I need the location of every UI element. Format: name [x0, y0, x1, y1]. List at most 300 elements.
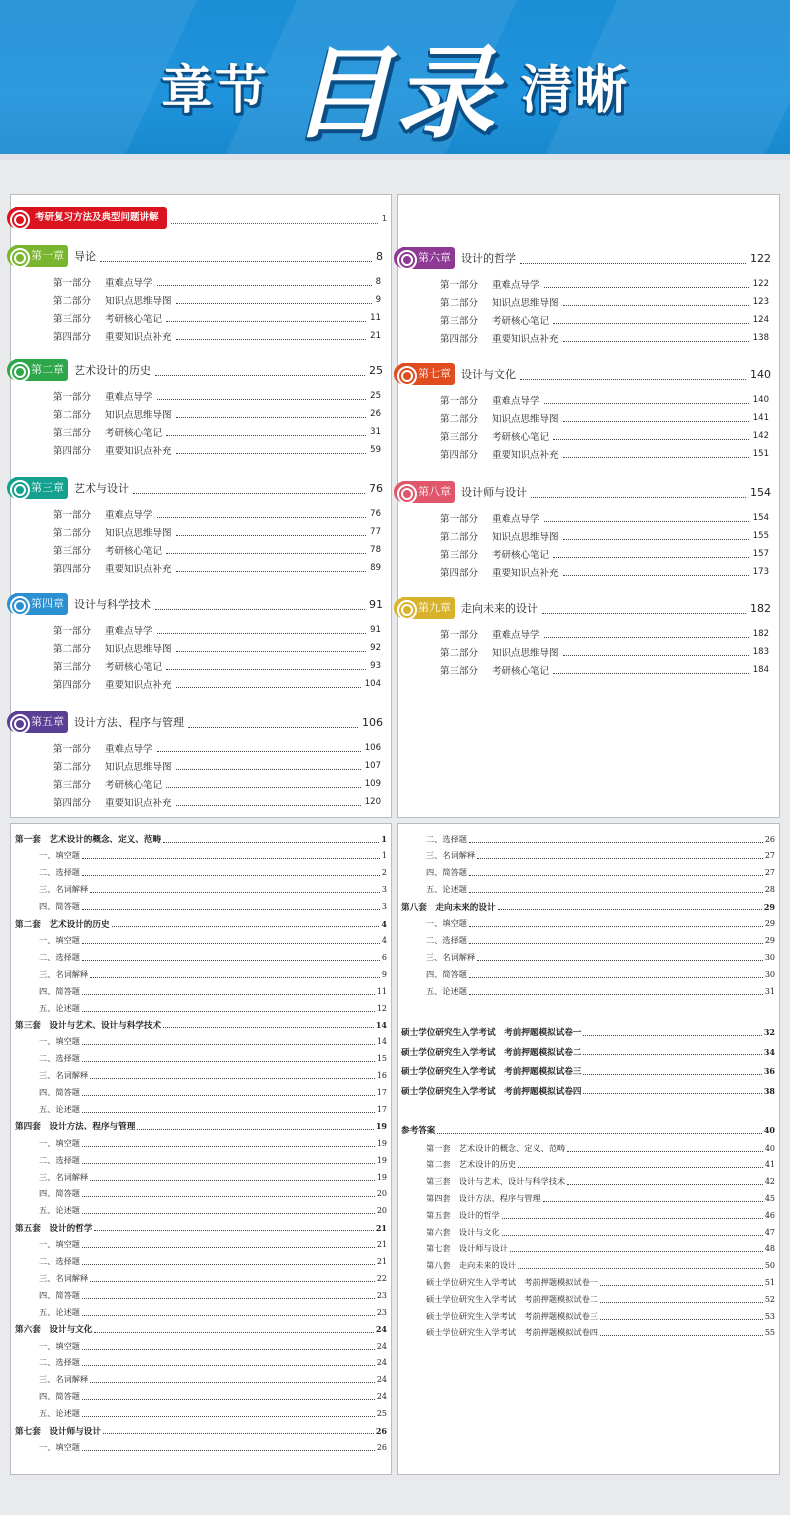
answer-item[interactable]: [426, 1159, 775, 1171]
chapter-heading[interactable]: [402, 363, 771, 385]
section-row[interactable]: [53, 407, 381, 421]
section-part: 第四部分: [440, 334, 479, 345]
chapter-heading[interactable]: [15, 593, 383, 615]
item-page: 25: [376, 1409, 387, 1419]
section-row[interactable]: [53, 525, 381, 539]
item-label: 参考答案: [401, 1126, 436, 1136]
dot-leader: [176, 528, 367, 536]
list-item[interactable]: [426, 884, 775, 896]
set-heading[interactable]: [15, 1120, 387, 1132]
section-name: 重难点导学: [105, 392, 153, 403]
section-row[interactable]: [440, 313, 769, 327]
list-item[interactable]: [39, 934, 387, 946]
section-name: 重要知识点补充: [105, 680, 172, 691]
dot-leader: [543, 1195, 763, 1202]
item-page: 23: [376, 1307, 387, 1317]
section-row[interactable]: [440, 331, 769, 345]
list-item[interactable]: [39, 1391, 387, 1403]
item-label: 硕士学位研究生入学考试 考前押题模拟试卷二: [401, 1047, 582, 1058]
dot-leader: [176, 762, 361, 770]
section-name: 知识点思维导图: [105, 410, 172, 421]
answer-item[interactable]: [426, 1276, 775, 1288]
banner-title: [0, 30, 790, 152]
dot-leader: [567, 1178, 763, 1185]
section-row[interactable]: [53, 443, 381, 457]
list-item[interactable]: [39, 1171, 387, 1183]
set-heading[interactable]: [15, 1019, 387, 1031]
chapter-tag: [15, 359, 68, 381]
item-page: 41: [764, 1160, 775, 1170]
list-item[interactable]: [39, 867, 387, 879]
dot-leader: [600, 1313, 763, 1320]
list-item[interactable]: [39, 1289, 387, 1301]
chapter-title: 设计方法、程序与管理: [74, 716, 184, 729]
chapter-page: 91: [369, 597, 383, 611]
section-part: 第四部分: [53, 680, 92, 691]
item-label: 四、简答题: [426, 968, 467, 979]
chapter-heading[interactable]: [402, 597, 771, 619]
section-row[interactable]: [53, 659, 381, 673]
section-part: 第三部分: [440, 666, 479, 677]
section-name: 重要知识点补充: [105, 564, 172, 575]
ring-icon: [7, 359, 29, 381]
section-row[interactable]: [53, 389, 381, 403]
list-item[interactable]: [39, 968, 387, 980]
section-name: 考研核心笔记: [492, 666, 550, 677]
item-page: 6: [381, 952, 387, 962]
list-item[interactable]: [39, 1306, 387, 1318]
dot-leader: [157, 392, 367, 400]
dot-leader: [553, 432, 749, 440]
section-name: 考研核心笔记: [105, 780, 163, 791]
item-page: 22: [376, 1273, 387, 1283]
section-name: 重难点导学: [492, 280, 540, 291]
set-heading[interactable]: [15, 1425, 387, 1437]
chapter-page: 182: [750, 601, 771, 615]
chapters-panel-left: [10, 194, 392, 818]
chapter-tag: [15, 593, 68, 615]
dot-leader: [176, 296, 372, 304]
dot-leader: [583, 1068, 761, 1075]
chapter-tag: [402, 247, 455, 269]
answer-item[interactable]: [426, 1327, 775, 1339]
list-item[interactable]: [39, 1036, 387, 1048]
dot-leader: [90, 886, 380, 893]
set-heading[interactable]: [15, 1222, 387, 1234]
item-page: 51: [764, 1277, 775, 1287]
dot-leader: [469, 937, 763, 944]
section-row[interactable]: [440, 529, 769, 543]
section-row[interactable]: [440, 411, 769, 425]
list-item[interactable]: [39, 1188, 387, 1200]
chapter-page: 25: [369, 363, 383, 377]
list-item[interactable]: [426, 867, 775, 879]
section-row[interactable]: [53, 425, 381, 439]
list-item[interactable]: [39, 884, 387, 896]
section-row[interactable]: [440, 547, 769, 561]
section-part: 第二部分: [53, 528, 92, 539]
chapter-number: 第四章: [31, 597, 64, 610]
item-label: 第六套 设计与文化: [426, 1226, 500, 1237]
dot-leader: [90, 1072, 375, 1079]
item-label: 三、名词解释: [39, 1171, 89, 1182]
chapter-heading[interactable]: [15, 711, 383, 733]
section-name: 重难点导学: [105, 278, 153, 289]
section-row[interactable]: [53, 561, 381, 575]
chapter-number: 第一章: [31, 249, 64, 262]
item-page: 1: [381, 851, 387, 861]
list-item[interactable]: [426, 985, 775, 997]
item-label: 硕士学位研究生入学考试 考前押题模拟试卷四: [426, 1327, 598, 1338]
list-item[interactable]: [426, 968, 775, 980]
section-row[interactable]: [53, 543, 381, 557]
item-label: 四、简答题: [39, 1289, 80, 1300]
section-page: 104: [364, 679, 381, 689]
ring-icon: [7, 477, 29, 499]
dot-leader: [469, 920, 763, 927]
dot-leader: [82, 1343, 375, 1350]
section-row[interactable]: [53, 329, 381, 343]
intro-tag: [15, 207, 167, 229]
list-item[interactable]: [39, 1374, 387, 1386]
section-part: 第二部分: [440, 532, 479, 543]
section-page: 157: [752, 549, 769, 559]
list-item[interactable]: [39, 1205, 387, 1217]
section-page: 8: [375, 277, 381, 287]
item-page: 15: [376, 1054, 387, 1064]
mock-exam-item[interactable]: [401, 1026, 775, 1038]
dot-leader: [600, 1296, 763, 1303]
section-name: 重要知识点补充: [105, 798, 172, 809]
section-row[interactable]: [53, 507, 381, 521]
item-page: 26: [764, 834, 775, 844]
chapter-heading[interactable]: [402, 481, 771, 503]
item-page: 2: [381, 868, 387, 878]
dot-leader: [82, 1241, 375, 1248]
list-item[interactable]: [39, 1256, 387, 1268]
dot-leader: [166, 780, 361, 788]
dot-leader: [90, 971, 380, 978]
set-heading[interactable]: [401, 901, 775, 913]
section-part: 第一部分: [440, 280, 479, 291]
dot-leader: [544, 280, 749, 288]
dot-leader: [176, 644, 367, 652]
chapter-tag: [402, 363, 455, 385]
section-name: 考研核心笔记: [105, 546, 163, 557]
section-part: 第一部分: [440, 396, 479, 407]
dot-leader: [155, 364, 365, 376]
dot-leader: [90, 1174, 375, 1181]
dot-leader: [90, 1376, 375, 1383]
section-page: 173: [752, 567, 769, 577]
list-item[interactable]: [39, 1070, 387, 1082]
section-name: 重难点导学: [105, 626, 153, 637]
list-item[interactable]: [39, 1087, 387, 1099]
dot-leader: [82, 988, 375, 995]
section-page: 26: [370, 409, 381, 419]
dot-leader: [437, 1127, 761, 1134]
dot-leader: [563, 450, 749, 458]
list-item[interactable]: [426, 918, 775, 930]
chapter-page: 122: [750, 251, 771, 265]
answer-item[interactable]: [426, 1260, 775, 1272]
list-item[interactable]: [39, 985, 387, 997]
section-row[interactable]: [53, 293, 381, 307]
dot-leader: [157, 510, 367, 518]
item-label: 第四套 设计方法、程序与管理: [426, 1192, 541, 1203]
section-page: 138: [752, 333, 769, 343]
answer-item[interactable]: [426, 1243, 775, 1255]
item-page: 19: [376, 1172, 387, 1182]
item-page: 32: [763, 1027, 775, 1037]
item-label: 五、论述题: [426, 884, 467, 895]
answer-item[interactable]: [426, 1176, 775, 1188]
item-label: 硕士学位研究生入学考试 考前押题模拟试卷三: [401, 1067, 582, 1077]
item-label: 一、填空题: [39, 934, 80, 945]
dot-leader: [82, 1157, 375, 1164]
item-label: 第四套 设计方法、程序与管理: [15, 1122, 136, 1133]
section-row[interactable]: [53, 777, 381, 791]
item-page: 26: [376, 1442, 387, 1452]
list-item[interactable]: [39, 951, 387, 963]
dot-leader: [563, 648, 749, 656]
item-label: 三、名词解释: [426, 951, 476, 962]
section-name: 考研核心笔记: [105, 428, 163, 439]
section-page: 76: [370, 509, 381, 519]
dot-leader: [157, 278, 372, 286]
answer-item[interactable]: [426, 1142, 775, 1154]
list-item[interactable]: [39, 1137, 387, 1149]
chapter-page: 76: [369, 481, 383, 495]
chapter-page: 8: [376, 249, 383, 263]
dot-leader: [520, 368, 746, 380]
section-page: 92: [370, 643, 381, 653]
section-row[interactable]: [440, 565, 769, 579]
section-part: 第三部分: [53, 314, 92, 325]
section-name: 重要知识点补充: [492, 568, 559, 579]
item-page: 47: [764, 1227, 775, 1237]
banner-title-right: 清晰: [521, 60, 630, 121]
list-item[interactable]: [426, 934, 775, 946]
list-item[interactable]: [39, 1441, 387, 1453]
item-page: 30: [764, 969, 775, 979]
section-part: 第三部分: [440, 316, 479, 327]
intro-entry[interactable]: [15, 207, 387, 229]
list-item[interactable]: [39, 1154, 387, 1166]
mock-exam-item[interactable]: [401, 1065, 775, 1077]
set-heading[interactable]: [15, 918, 387, 930]
item-page: 21: [376, 1240, 387, 1250]
set-heading[interactable]: [15, 1323, 387, 1335]
list-item[interactable]: [426, 833, 775, 845]
item-label: 五、论述题: [39, 1103, 80, 1114]
dot-leader: [583, 1029, 761, 1036]
dot-leader: [544, 396, 749, 404]
list-item[interactable]: [426, 951, 775, 963]
dot-leader: [544, 514, 749, 522]
item-page: 9: [381, 969, 387, 979]
set-heading[interactable]: [15, 833, 387, 845]
list-item[interactable]: [39, 1357, 387, 1369]
item-page: 24: [376, 1341, 387, 1351]
exercise-sets-panel-left: [10, 823, 392, 1475]
chapter-heading[interactable]: [402, 247, 771, 269]
item-page: 28: [764, 885, 775, 895]
ring-icon: [7, 245, 29, 267]
item-page: 19: [376, 1155, 387, 1165]
section-row[interactable]: [440, 645, 769, 659]
list-item[interactable]: [39, 1340, 387, 1352]
chapter-heading[interactable]: [15, 359, 383, 381]
item-page: 50: [764, 1261, 775, 1271]
item-page: 34: [763, 1046, 775, 1057]
answer-item[interactable]: [426, 1293, 775, 1305]
section-name: 重要知识点补充: [492, 334, 559, 345]
section-row[interactable]: [440, 511, 769, 525]
chapter-page: 140: [750, 367, 771, 381]
dot-leader: [163, 836, 379, 843]
section-row[interactable]: [440, 277, 769, 291]
section-page: 123: [752, 297, 769, 307]
item-label: 硕士学位研究生入学考试 考前押题模拟试卷一: [426, 1276, 598, 1287]
dot-leader: [163, 1021, 374, 1028]
item-page: 30: [764, 952, 775, 962]
dot-leader: [82, 1207, 375, 1214]
chapter-heading[interactable]: [15, 477, 383, 499]
dot-leader: [600, 1279, 763, 1286]
section-row[interactable]: [440, 663, 769, 677]
answer-item[interactable]: [426, 1192, 775, 1204]
section-part: 第二部分: [53, 410, 92, 421]
chapter-heading[interactable]: [15, 245, 383, 267]
dot-leader: [502, 1212, 763, 1219]
item-label: 第一套 艺术设计的概念、定义、范畴: [426, 1142, 566, 1153]
item-page: 40: [763, 1125, 775, 1135]
chapter-tag: [402, 481, 455, 503]
dot-leader: [166, 546, 366, 554]
item-page: 46: [764, 1210, 775, 1220]
section-name: 知识点思维导图: [492, 298, 559, 309]
section-part: 第三部分: [440, 432, 479, 443]
section-name: 知识点思维导图: [492, 414, 559, 425]
answer-item[interactable]: [426, 1226, 775, 1238]
section-row[interactable]: [53, 741, 381, 755]
item-label: 二、选择题: [39, 1256, 80, 1266]
item-label: 第二套 艺术设计的历史: [15, 919, 110, 930]
item-label: 五、论述题: [39, 1205, 80, 1216]
item-label: 第七套 设计师与设计: [426, 1243, 508, 1254]
list-item[interactable]: [39, 901, 387, 913]
list-item[interactable]: [39, 1002, 387, 1014]
chapter-tag: [15, 711, 68, 733]
section-name: 重难点导学: [492, 514, 540, 525]
dot-leader: [82, 1393, 375, 1400]
section-row[interactable]: [53, 759, 381, 773]
item-page: 55: [764, 1328, 775, 1338]
section-row[interactable]: [440, 295, 769, 309]
intro-label: 考研复习方法及典型问题讲解: [35, 212, 159, 223]
banner-title-center: 目录: [291, 35, 499, 152]
section-part: 第二部分: [53, 762, 92, 773]
answers-heading[interactable]: [401, 1124, 775, 1136]
section-part: 第四部分: [53, 564, 92, 575]
list-item[interactable]: [39, 1239, 387, 1251]
chapter-title: 设计与科学技术: [74, 598, 151, 611]
list-item[interactable]: [39, 1053, 387, 1065]
section-page: 141: [752, 413, 769, 423]
list-item[interactable]: [39, 1103, 387, 1115]
ring-icon: [7, 711, 29, 733]
item-page: 21: [376, 1257, 387, 1266]
section-row[interactable]: [53, 623, 381, 637]
dot-leader: [188, 716, 358, 728]
dot-leader: [82, 1359, 375, 1366]
section-row[interactable]: [53, 311, 381, 325]
mock-exam-item[interactable]: [401, 1046, 775, 1058]
section-part: 第二部分: [440, 414, 479, 425]
chapter-page: 106: [362, 715, 383, 729]
section-row[interactable]: [53, 641, 381, 655]
section-page: 11: [370, 313, 381, 323]
item-page: 24: [375, 1324, 387, 1335]
chapter-title: 设计师与设计: [461, 486, 527, 499]
list-item[interactable]: [426, 850, 775, 862]
list-item[interactable]: [39, 850, 387, 862]
item-page: 23: [376, 1290, 387, 1300]
section-row[interactable]: [53, 795, 381, 809]
section-page: 31: [370, 427, 381, 437]
item-label: 第八套 走向未来的设计: [401, 902, 496, 913]
section-row[interactable]: [53, 677, 381, 691]
answer-item[interactable]: [426, 1209, 775, 1221]
section-name: 知识点思维导图: [105, 296, 172, 307]
dot-leader: [563, 334, 749, 342]
section-page: 182: [752, 629, 769, 639]
item-label: 四、简答题: [39, 985, 80, 996]
dot-leader: [82, 1410, 375, 1417]
section-part: 第四部分: [53, 798, 92, 809]
dot-leader: [176, 798, 361, 806]
dot-leader: [510, 1245, 763, 1252]
dot-leader: [82, 1444, 375, 1451]
item-label: 硕士学位研究生入学考试 考前押题模拟试卷四: [401, 1086, 582, 1097]
section-part: 第一部分: [53, 392, 92, 403]
chapter-number: 第五章: [31, 715, 64, 728]
list-item[interactable]: [39, 1272, 387, 1284]
list-item[interactable]: [39, 1408, 387, 1420]
dot-leader: [103, 1427, 374, 1434]
section-row[interactable]: [440, 393, 769, 407]
section-part: 第二部分: [440, 648, 479, 659]
section-row[interactable]: [440, 429, 769, 443]
section-part: 第一部分: [53, 744, 92, 755]
section-row[interactable]: [53, 275, 381, 289]
chapter-title: 艺术设计的历史: [74, 364, 151, 377]
section-row[interactable]: [440, 447, 769, 461]
section-part: 第四部分: [53, 332, 92, 343]
section-name: 知识点思维导图: [105, 762, 172, 773]
dot-leader: [176, 332, 367, 340]
mock-exam-item[interactable]: [401, 1085, 775, 1097]
chapter-page: 154: [750, 485, 771, 499]
item-label: 一、填空题: [39, 1340, 80, 1351]
answer-item[interactable]: [426, 1310, 775, 1322]
dot-leader: [157, 744, 361, 752]
section-row[interactable]: [440, 627, 769, 641]
item-label: 硕士学位研究生入学考试 考前押题模拟试卷三: [426, 1310, 598, 1321]
section-part: 第三部分: [440, 550, 479, 561]
item-page: 24: [376, 1375, 387, 1385]
